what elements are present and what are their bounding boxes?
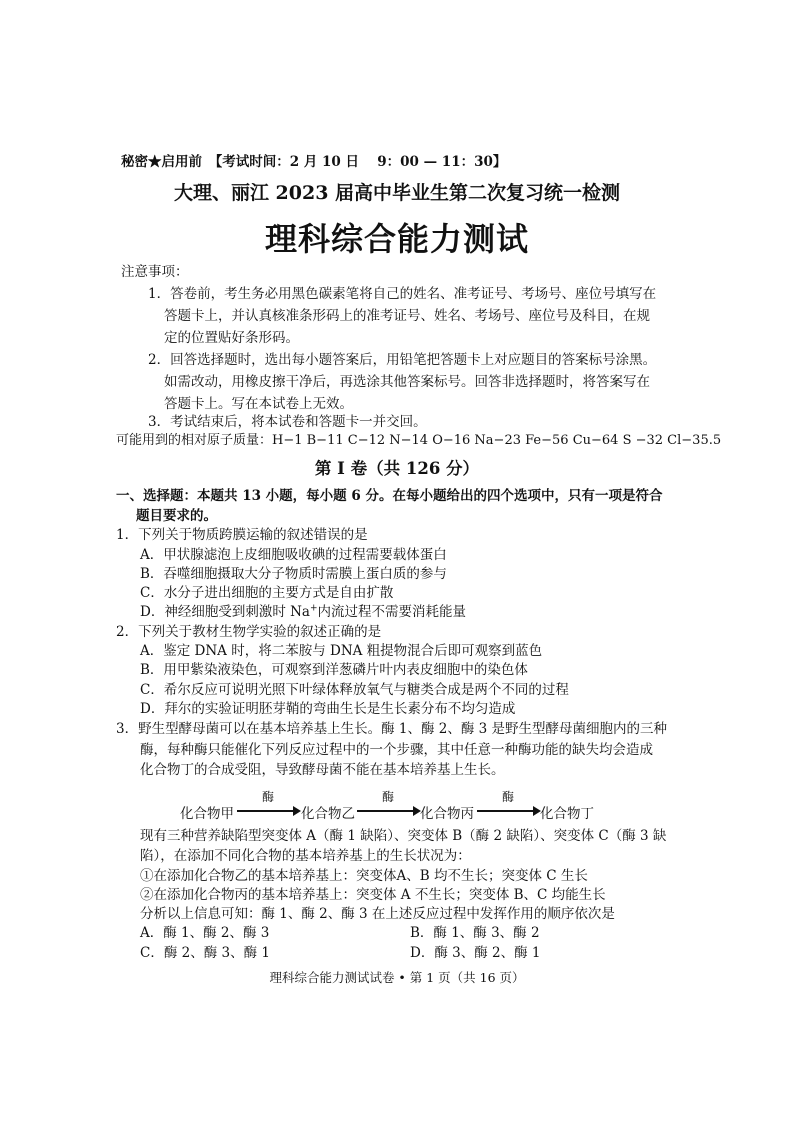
q2-option-b: B．用甲紫染液染色，可观察到洋葱磷片叶内表皮细胞中的染色体 <box>140 662 528 678</box>
q3-stem-line-2: 酶，每种酶只能催化下列反应过程中的一个步骤，其中任意一种酶功能的缺失均会造成 <box>140 742 653 758</box>
q3-body-line-3: ①在添加化合物乙的基本培养基上：突变体A、B 均不生长；突变体 C 生长 <box>140 868 588 884</box>
note-1-line-2: 答题卡上，并认真核准条形码上的准考证号、姓名、考场号、座位号及科目，在规 <box>164 308 650 324</box>
q3-body-line-2: 陷），在添加不同化合物的基本培养基上的生长状况为： <box>140 848 471 864</box>
q1-option-b: B．吞噬细胞摄取大分子物质时需膜上蛋白质的参与 <box>140 566 447 582</box>
exam-title: 大理、丽江 2023 届高中毕业生第二次复习统一检测 <box>173 182 621 204</box>
q3-body-line-5: 分析以上信息可知：酶 1、酶 2、酶 3 在上述反应过程中发挥作用的顺序依次是 <box>140 906 615 922</box>
q1-option-a: A．甲状腺滤泡上皮细胞吸收碘的过程需要载体蛋白 <box>140 547 447 563</box>
q1-option-c: C．水分子进出细胞的主要方式是自由扩散 <box>140 585 394 601</box>
q3-stem-line-1: 3．野生型酵母菌可以在基本培养基上生长。酶 1、酶 2、酶 3 是野生型酵母菌细胞内的三种 <box>116 721 668 737</box>
q2-stem: 2．下列关于教材生物学实验的叙述正确的是 <box>116 624 382 640</box>
q2-option-c: C．希尔反应可说明光照下叶绿体释放氧气与糖类合成是两个不同的过程 <box>140 682 569 698</box>
section-title: 第 Ⅰ 卷（共 126 分） <box>314 459 480 478</box>
compound-a: 化合物甲 <box>180 806 234 822</box>
arrow-1 <box>237 810 299 812</box>
note-1-line-3: 定的位置贴好条形码。 <box>164 330 299 346</box>
confidential-header: 秘密★启用前 【考试时间：2 月 10 日 9：00 — 11：30】 <box>121 154 507 170</box>
note-2-line-1: 2．回答选择题时，选出每小题答案后，用铅笔把答题卡上对应题目的答案标号涂黑。 <box>148 352 657 368</box>
page-footer: 理科综合能力测试试卷 • 第 1 页（共 16 页） <box>269 970 525 985</box>
compound-c: 化合物丙 <box>420 806 474 822</box>
q3-option-c: C．酶 2、酶 3、酶 1 <box>140 945 270 961</box>
notes-heading: 注意事项： <box>121 264 189 280</box>
reaction-pathway <box>180 788 620 828</box>
enzyme-label-2: 酶 <box>381 790 394 804</box>
q1-option-d: D．神经细胞受到刺激时 Na+内流过程不需要消耗能量 <box>140 603 467 620</box>
note-2-line-3: 答题卡上。写在本试卷上无效。 <box>164 396 353 412</box>
atomic-masses: 可能用到的相对原子质量：H−1 B−11 C−12 N−14 O−16 Na−23 Fe−56 Cu−64 S −32 Cl−35.5 <box>116 433 722 448</box>
note-1-line-1: 1．答卷前，考生务必用黑色碳素笔将自己的姓名、准考证号、考场号、座位号填写在 <box>148 286 657 302</box>
q3-option-a: A．酶 1、酶 2、酶 3 <box>140 925 270 941</box>
q2-option-d: D．拜尔的实验证明胚芽鞘的弯曲生长是生长素分布不均匀造成 <box>140 701 516 717</box>
subject-title: 理科综合能力测试 <box>264 220 529 258</box>
q2-option-a: A．鉴定 DNA 时，将二苯胺与 DNA 粗提物混合后即可观察到蓝色 <box>140 643 543 659</box>
q1-stem: 1．下列关于物质跨膜运输的叙述错误的是 <box>116 527 368 543</box>
instructions-line-2: 题目要求的。 <box>136 508 217 524</box>
instructions-line-1: 一、选择题：本题共 13 小题，每小题 6 分。在每小题给出的四个选项中，只有一项是符合 <box>116 488 663 504</box>
note-2-line-2: 如需改动，用橡皮擦干净后，再选涂其他答案标号。回答非选择题时，将答案写在 <box>164 374 650 390</box>
enzyme-label-1: 酶 <box>261 790 274 804</box>
note-3: 3．考试结束后，将本试卷和答题卡一并交回。 <box>148 414 427 430</box>
compound-d: 化合物丁 <box>540 806 594 822</box>
arrow-2 <box>357 810 419 812</box>
q3-option-b: B．酶 1、酶 3、酶 2 <box>410 925 540 941</box>
q3-stem-line-3: 化合物丁的合成受阻，导致酵母菌不能在基本培养基上生长。 <box>140 762 505 778</box>
enzyme-label-3: 酶 <box>501 790 514 804</box>
q3-body-line-1: 现有三种营养缺陷型突变体 A（酶 1 缺陷）、突变体 B（酶 2 缺陷）、突变体 C（酶 3 缺 <box>140 828 667 844</box>
q3-option-d: D．酶 3、酶 2、酶 1 <box>410 945 541 961</box>
arrow-3 <box>477 810 539 812</box>
q3-body-line-4: ②在添加化合物丙的基本培养基上：突变体 A 不生长；突变体 B、C 均能生长 <box>140 887 606 903</box>
compound-b: 化合物乙 <box>301 806 355 822</box>
